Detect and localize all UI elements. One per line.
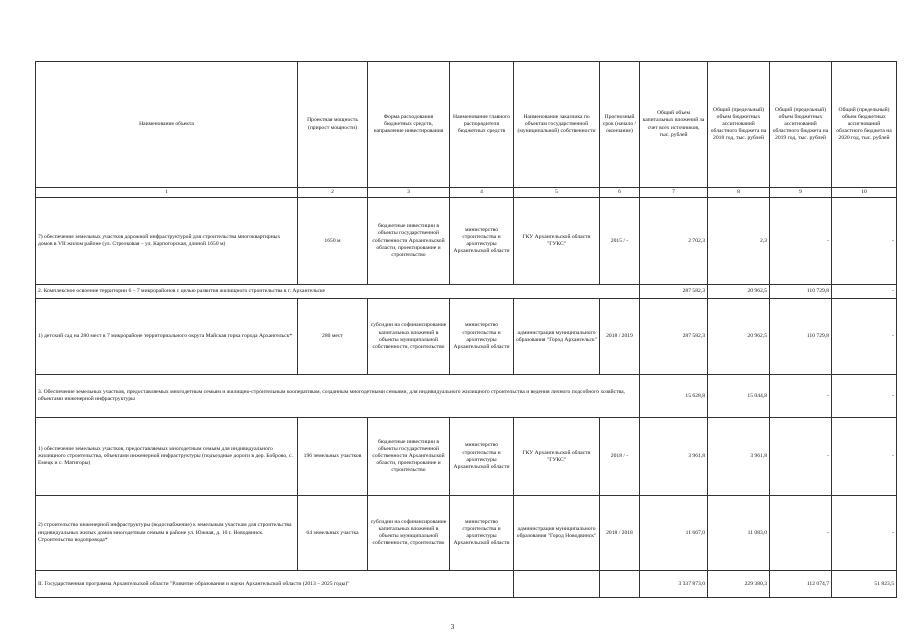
spending-form: бюджетные инвестиции в объекты государственной собственности Архангельской области, проектирование и строительство <box>368 198 450 285</box>
capacity: 1650 м <box>298 198 368 285</box>
amount-2020: - <box>832 375 897 418</box>
column-number: 7 <box>640 188 708 198</box>
customer: ГКУ Архангельской области "ГУКС" <box>514 198 600 285</box>
amount-2018: 229 380,3 <box>708 571 770 598</box>
column-number: 8 <box>708 188 770 198</box>
header-cell: Общий (предельный) объем бюджетных ассигнований областного бюджета на 2018 год, тыс. рублей <box>708 62 770 188</box>
header-cell: Проектная мощность (прирост мощности) <box>298 62 368 188</box>
amount-2019: - <box>770 418 832 496</box>
header-cell: Общий (предельный) объем бюджетных ассигнований областного бюджета на 2019 год, тыс. рублей <box>770 62 832 188</box>
amount-2020: - <box>832 198 897 285</box>
empty-cell <box>514 571 600 598</box>
amount-2020: 51 823,5 <box>832 571 897 598</box>
budget-manager: министерство строительства и архитектуры Архангельской области <box>450 299 514 375</box>
customer: администрация муниципального образования "Город Архангельск" <box>514 299 600 375</box>
header-cell: Наименование заказчика по объектам государственной (муниципальной) собственности <box>514 62 600 188</box>
term: 2018 / - <box>600 418 640 496</box>
amount-2019: 110 729,8 <box>770 285 832 299</box>
header-cell: Общий объем капитальных вложений за счет всех источников, тыс. рублей <box>640 62 708 188</box>
total-amount: 3 337 873,0 <box>640 571 708 598</box>
object-name: 2) строительство инженерной инфраструктуры (водоснабжение) к земельным участкам для строительства индивидуальных жилых домов многодетным семьям в районе ул. Южная, д. 10 г. Новодвинск. Строительство водопровода* <box>36 496 298 571</box>
column-number: 9 <box>770 188 832 198</box>
object-name: 1) обеспечение земельных участков, предоставляемых многодетным семьям для индивидуального жилищного строительства, объектами инженерной инфраструктуры (подъездные дороги в дер. Боброво, с. Емецк и с. Матигоры) <box>36 418 298 496</box>
section-row <box>36 571 897 598</box>
amount-2019: - <box>770 375 832 418</box>
customer: администрация муниципального образования "Город Новодвинск" <box>514 496 600 571</box>
column-number: 2 <box>298 188 368 198</box>
object-name: 7) обеспечение земельных участков дорожной инфраструктурой для строительства многоквартирных домов в VII жилом районе (ул. Стрелковая – ул. Карпогорская, длиной 1650 м) <box>36 198 298 285</box>
amount-2020: - <box>832 285 897 299</box>
section-row <box>36 375 897 418</box>
table-row <box>36 418 897 496</box>
amount-2019: 110 729,8 <box>770 299 832 375</box>
total-amount: 287 582,3 <box>640 299 708 375</box>
term: 2018 / 2018 <box>600 496 640 571</box>
total-amount: 15 628,8 <box>640 375 708 418</box>
amount-2018: 2,3 <box>708 198 770 285</box>
table-row <box>36 299 897 375</box>
spending-form: субсидии на софинансирование капитальных вложений в объекты муниципальной собственности, строительство <box>368 496 450 571</box>
total-amount: 2 702,3 <box>640 198 708 285</box>
amount-2019: - <box>770 198 832 285</box>
section-row <box>36 285 897 299</box>
budget-manager: министерство строительства и архитектуры Архангельской области <box>450 496 514 571</box>
amount-2020: - <box>832 418 897 496</box>
page-number: 3 <box>450 623 455 631</box>
column-number: 5 <box>514 188 600 198</box>
section-title: 2. Комплексное освоение территории 6 – 7 микрорайонов с целью развития жилищного строительства в г. Архангельске <box>36 285 640 299</box>
amount-2018: 3 961,8 <box>708 418 770 496</box>
term: 2018 / 2019 <box>600 299 640 375</box>
term: 2015 / - <box>600 198 640 285</box>
total-amount: 11 667,0 <box>640 496 708 571</box>
amount-2018: 20 962,5 <box>708 299 770 375</box>
amount-2018: 11 083,0 <box>708 496 770 571</box>
budget-manager: министерство строительства и архитектуры Архангельской области <box>450 198 514 285</box>
amount-2018: 15 044,8 <box>708 375 770 418</box>
investment-table <box>35 61 897 598</box>
amount-2018: 20 962,5 <box>708 285 770 299</box>
capacity: 64 земельных участка <box>298 496 368 571</box>
spending-form: бюджетные инвестиции в объекты государственной собственности Архангельской области, проектирование и строительство <box>368 418 450 496</box>
header-row <box>36 62 897 188</box>
section-title: 3. Обеспечение земельных участков, предоставляемых многодетным семьям и жилищно-строительным кооперативам, созданным многодетными семьями, для индивидуального жилищного строительства и ведения личного подсобного хозяйства, объектами инженерной инфраструктуры <box>36 375 640 418</box>
amount-2020: - <box>832 299 897 375</box>
header-cell: Прогнозный срок (начало / окончание) <box>600 62 640 188</box>
table-row <box>36 496 897 571</box>
capacity: 280 мест <box>298 299 368 375</box>
column-number: 6 <box>600 188 640 198</box>
column-number-row <box>36 188 897 198</box>
customer: ГКУ Архангельской области "ГУКС" <box>514 418 600 496</box>
column-number: 3 <box>368 188 450 198</box>
budget-manager: министерство строительства и архитектуры Архангельской области <box>450 418 514 496</box>
section-title: II. Государственная программа Архангельской области "Развитие образования и науки Архангельской области (2013 – 2025 годы)" <box>36 571 514 598</box>
total-amount: 3 961,8 <box>640 418 708 496</box>
object-name: 1) детский сад на 280 мест в 7 микрорайоне территориального округа Майская горка города Архангельск* <box>36 299 298 375</box>
column-number: 1 <box>36 188 298 198</box>
amount-2019: 112 074,7 <box>770 571 832 598</box>
column-number: 4 <box>450 188 514 198</box>
header-cell: Наименование объекта <box>36 62 298 188</box>
total-amount: 287 582,3 <box>640 285 708 299</box>
capacity: 196 земельных участков <box>298 418 368 496</box>
amount-2019: - <box>770 496 832 571</box>
amount-2020: - <box>832 496 897 571</box>
spending-form: субсидии на софинансирование капитальных вложений в объекты муниципальной собственности, строительство <box>368 299 450 375</box>
empty-cell <box>600 571 640 598</box>
header-cell: Общий (предельный) объем бюджетных ассигнований областного бюджета на 2020 год, тыс. рублей <box>832 62 897 188</box>
header-cell: Наименование главного распорядителя бюджетных средств <box>450 62 514 188</box>
column-number: 10 <box>832 188 897 198</box>
table-row <box>36 198 897 285</box>
header-cell: Форма расходования бюджетных средств, направление инвестирования <box>368 62 450 188</box>
